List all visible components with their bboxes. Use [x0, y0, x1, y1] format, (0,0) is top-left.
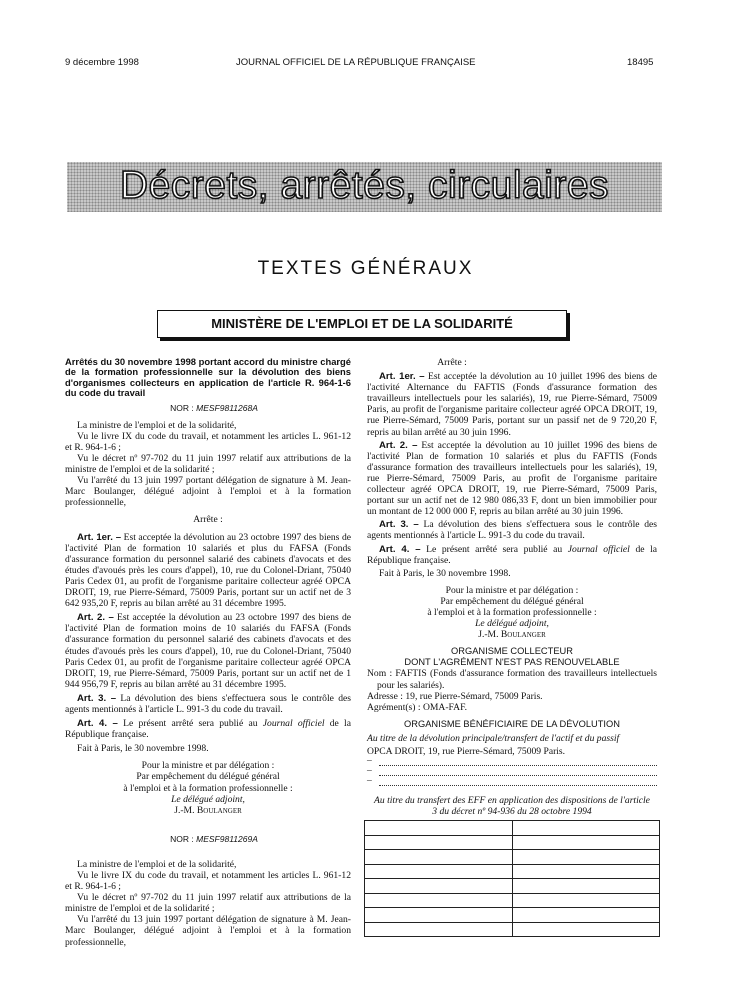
- signature-line: Le délégué adjoint,: [475, 618, 549, 630]
- signature-line: à l'emploi et à la formation professionnelle :: [427, 606, 597, 618]
- signature-line: à l'emploi et à la formation professionnelle :: [123, 782, 293, 794]
- visa-code: Vu le livre IX du code du travail, et notamment les articles L. 961-12 et R. 964-1-6 ;: [65, 430, 351, 453]
- blank-line: –: [367, 767, 657, 777]
- banner-title: Décrets, arrêtés, circulaires: [119, 164, 610, 207]
- arrete-label: Arrête :: [437, 357, 467, 368]
- section-banner: [67, 162, 662, 212]
- article-4: Art. 4. – Le présent arrêté sera publié au Journal officiel de la République française.: [367, 543, 657, 566]
- article-4: Art. 4. – Le présent arrêté sera publié au Journal officiel de la République française.: [65, 718, 351, 741]
- header-date: 9 décembre 1998: [65, 57, 139, 68]
- signature-line: Le délégué adjoint,: [171, 793, 245, 805]
- organism-subheading: DONT L'AGRÉMENT N'EST PAS RENOUVELABLE: [404, 657, 620, 668]
- signature-date: Fait à Paris, le 30 novembre 1998.: [77, 743, 209, 755]
- signature-line: Pour la ministre et par délégation :: [141, 760, 275, 772]
- visa-code: Vu le livre IX du code du travail, et notamment les articles L. 961-12 et R. 964-1-6 ;: [65, 870, 351, 893]
- left-column: [65, 357, 351, 948]
- visa-arrete: Vu l'arrêté du 13 juin 1997 portant délégation de signature à M. Jean-Marc Boulanger, délégué adjoint à l'emploi et à la formation professionnelle,: [65, 475, 351, 509]
- beneficiary-name: OPCA DROIT, 19, rue Pierre-Sémard, 75009 Paris.: [367, 746, 566, 757]
- article-3: Art. 3. – La dévolution des biens s'effectuera sous le contrôle des agents mentionnés à l'article L. 991-3 du code du travail.: [367, 519, 657, 542]
- blank-line: –: [367, 777, 657, 787]
- article-1: Art. 1er. – Est acceptée la dévolution au 23 octobre 1997 des biens de l'activité Plan de formation 10 salariés et plus du FAFSA (Fonds d'assurance formation du personnel salarié des cabinets d'avocats et des études d'avoués près les cours d'appel), 10, rue du Colonel-Driant, 75040 Paris Cedex 01, au profit de l'organisme paritaire collecteur agréé OPCA DROIT, 19, rue Pierre-Sémard, 75009 Paris, portant sur un actif net de 3 642 935,20 F, repris au bilan arrêté au 31 décembre 1995.: [65, 531, 351, 610]
- visa-minister: La ministre de l'emploi et de la solidarité,: [77, 419, 237, 431]
- ministry-heading: MINISTÈRE DE L'EMPLOI ET DE LA SOLIDARITÉ: [157, 310, 567, 338]
- signature-date: Fait à Paris, le 30 novembre 1998.: [379, 567, 511, 579]
- signature-line: Pour la ministre et par délégation :: [445, 584, 579, 596]
- article-3: Art. 3. – La dévolution des biens s'effectuera sous le contrôle des agents mentionnés à l'article L. 991-3 du code du travail.: [65, 692, 351, 715]
- signatory-name: J.-M. Boulanger: [478, 629, 546, 641]
- organism-address: Adresse : 19, rue Pierre-Sémard, 75009 Paris.: [367, 690, 543, 702]
- article-2: Art. 2. – Est acceptée la dévolution au 10 juillet 1996 des biens de l'activité Plan de formation 10 salariés et plus du FAFTIS (Fonds d'assurance formation des travailleurs intellectuels pour les salariés), 19, rue Pierre-Sémard, 75009 Paris, au profit de l'organisme paritaire collecteur agréé OPCA DROIT, 19, rue Pierre-Sémard, 75009 Paris, portant sur un actif net de 12 980 086,33 F, dont un bien immobilier pour un montant de 12 000 000 F, repris au bilan arrêté au 30 juin 1996.: [367, 439, 657, 518]
- eff-transfer-note: Au titre du transfert des EFF en application des dispositions de l'article 3 du décret nº 94-936 du 28 octobre 1994: [374, 795, 650, 818]
- beneficiary-heading: ORGANISME BÉNÉFICIAIRE DE LA DÉVOLUTION: [404, 718, 620, 729]
- visa-minister: La ministre de l'emploi et de la solidarité,: [77, 858, 237, 870]
- visa-decree: Vu le décret nº 97-702 du 11 juin 1997 relatif aux attributions de la ministre de l'emploi et de la solidarité ;: [65, 453, 351, 476]
- nor-reference: NOR : MESF9811269A: [170, 833, 258, 844]
- signature-line: Par empêchement du délégué général: [136, 771, 280, 783]
- right-column: [367, 357, 657, 937]
- organism-name: Nom : FAFTIS (Fonds d'assurance formation des travailleurs intellectuels pour les salariés).: [367, 668, 657, 691]
- article-2: Art. 2. – Est acceptée la dévolution au 23 octobre 1997 des biens de l'activité Plan de formation moins de 10 salariés du FAFSA (Fonds d'assurance formation du personnel salarié des cabinets d'avocats et des études d'avoués près les cours d'appel), 10, rue du Colonel-Driant, 75040 Paris Cedex 01, au profit de l'organisme paritaire collecteur agréé OPCA DROIT, 19, rue Pierre-Sémard, 75009 Paris, portant sur un actif net de 1 944 956,79 F, repris au bilan arrêté au 31 décembre 1995.: [65, 612, 351, 690]
- organism-approval: Agrément(s) : OMA-FAF.: [367, 701, 468, 713]
- transfer-note: Au titre de la dévolution principale/transfert de l'actif et du passif: [367, 732, 620, 744]
- header-journal: JOURNAL OFFICIEL DE LA RÉPUBLIQUE FRANÇAISE: [236, 57, 476, 68]
- organism-heading: ORGANISME COLLECTEUR: [451, 646, 573, 657]
- header-page-number: 18495: [627, 57, 654, 68]
- nor-reference: NOR : MESF9811268A: [170, 402, 258, 413]
- signatory-name: J.-M. Boulanger: [174, 804, 242, 816]
- blank-line: –: [367, 757, 657, 767]
- blank-transfer-table: [364, 820, 660, 937]
- arrete-label: Arrête :: [193, 514, 223, 526]
- article-1: Art. 1er. – Est acceptée la dévolution au 10 juillet 1996 des biens de l'activité Alternance du FAFTIS (Fonds d'assurance formation des travailleurs intellectuels pour les salariés), 19, rue Pierre-Sémard, 75009 Paris, au profit de l'organisme paritaire collecteur agréé OPCA DROIT, 19, rue Pierre-Sémard, 75009 Paris, portant sur un passif net de 9 720,20 F, repris au bilan arrêté au 30 juin 1996.: [367, 371, 658, 438]
- visa-arrete: Vu l'arrêté du 13 juin 1997 portant délégation de signature à M. Jean-Marc Boulanger, délégué adjoint à l'emploi et à la formation professionnelle,: [65, 914, 351, 948]
- decree-title: Arrêtés du 30 novembre 1998 portant accord du ministre chargé de la formation professionnelle sur la dévolution des biens d'organismes collecteurs en application de l'article R. 964-1-6 du code du travail: [65, 356, 351, 399]
- visa-decree: Vu le décret nº 97-702 du 11 juin 1997 relatif aux attributions de la ministre de l'emploi et de la solidarité ;: [65, 892, 351, 915]
- signature-line: Par empêchement du délégué général: [440, 595, 584, 607]
- section-subtitle: TEXTES GÉNÉRAUX: [257, 258, 474, 279]
